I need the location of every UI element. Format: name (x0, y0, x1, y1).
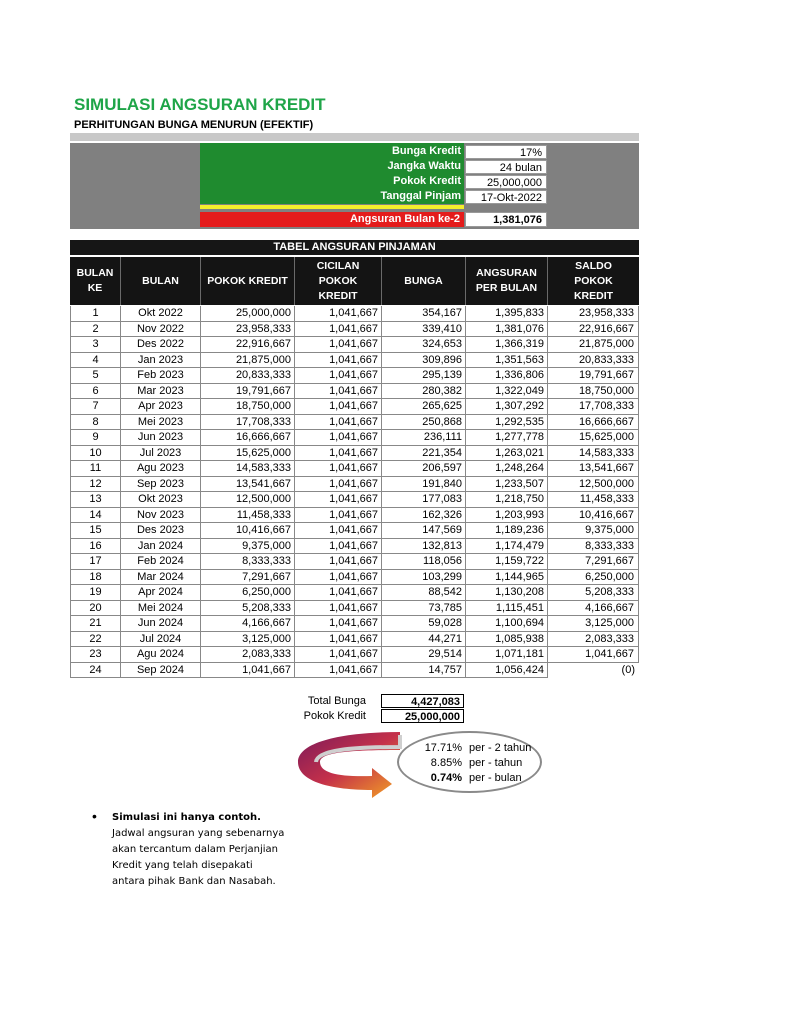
table-cell: Agu 2023 (121, 461, 201, 477)
table-cell: 24 (70, 663, 121, 679)
table-row (70, 585, 639, 601)
table-cell: Sep 2024 (121, 663, 201, 679)
header-cicilan: CICILAN POKOK KREDIT (295, 257, 382, 305)
table-cell: 4,166,667 (548, 601, 639, 617)
table-cell: 1,056,424 (466, 663, 548, 679)
table-cell: 221,354 (382, 446, 466, 462)
note-line: antara pihak Bank dan Nasabah. (112, 876, 276, 887)
table-cell: 21,875,000 (201, 353, 295, 369)
table-cell: 1,041,667 (295, 353, 382, 369)
table-cell: Okt 2022 (121, 306, 201, 322)
table-cell: 18,750,000 (201, 399, 295, 415)
table-cell: 17,708,333 (548, 399, 639, 415)
pokok-kredit-value: 25,000,000 (381, 709, 464, 723)
table-cell: 11,458,333 (548, 492, 639, 508)
table-cell: 22,916,667 (201, 337, 295, 353)
page-subtitle: PERHITUNGAN BUNGA MENURUN (EFEKTIF) (74, 119, 314, 131)
table-cell: Jan 2023 (121, 353, 201, 369)
table-row (70, 415, 639, 431)
table-cell: 1,263,021 (466, 446, 548, 462)
table-cell: Feb 2024 (121, 554, 201, 570)
table-cell: Jul 2024 (121, 632, 201, 648)
table-cell: 147,569 (382, 523, 466, 539)
table-cell: 2,083,333 (548, 632, 639, 648)
table-cell: 1,041,667 (295, 446, 382, 462)
param-label-tanggal: Tanggal Pinjam (380, 190, 461, 202)
table-cell: 73,785 (382, 601, 466, 617)
table-cell: 132,813 (382, 539, 466, 555)
table-cell: 1,041,667 (295, 647, 382, 663)
table-cell: 1,041,667 (295, 601, 382, 617)
table-title: TABEL ANGSURAN PINJAMAN (70, 240, 639, 255)
table-cell: 1,041,667 (295, 632, 382, 648)
table-cell: 1,041,667 (295, 322, 382, 338)
table-cell: 16,666,667 (548, 415, 639, 431)
param-label-jangka: Jangka Waktu (387, 160, 461, 172)
table-cell: 1,277,778 (466, 430, 548, 446)
table-cell: 14,583,333 (201, 461, 295, 477)
header-bulan-ke: BULAN KE (70, 257, 121, 305)
header-angsuran: ANGSURAN PER BULAN (466, 257, 548, 305)
table-cell: 1,189,236 (466, 523, 548, 539)
table-cell: 1,381,076 (466, 322, 548, 338)
table-cell: 354,167 (382, 306, 466, 322)
total-bunga-value: 4,427,083 (381, 694, 464, 708)
table-cell: Jan 2024 (121, 539, 201, 555)
table-row (70, 430, 639, 446)
rate-value: 0.74% (430, 772, 462, 784)
param-value-tanggal[interactable]: 17-Okt-2022 (465, 190, 547, 204)
table-cell: 250,868 (382, 415, 466, 431)
table-cell: Nov 2022 (121, 322, 201, 338)
table-cell: Nov 2023 (121, 508, 201, 524)
table-cell: 20,833,333 (201, 368, 295, 384)
table-cell: 8,333,333 (548, 539, 639, 555)
table-cell: 20,833,333 (548, 353, 639, 369)
table-cell: 206,597 (382, 461, 466, 477)
table-cell: 4,166,667 (201, 616, 295, 632)
table-cell: 324,653 (382, 337, 466, 353)
table-cell: 20 (70, 601, 121, 617)
param-value-bunga[interactable]: 17% (465, 145, 547, 159)
rate-value: 8.85% (430, 757, 462, 769)
table-cell: 162,326 (382, 508, 466, 524)
table-row (70, 632, 639, 648)
yellow-divider (200, 205, 464, 209)
table-row (70, 477, 639, 493)
table-row (70, 647, 639, 663)
table-cell: 12,500,000 (548, 477, 639, 493)
table-cell: 18 (70, 570, 121, 586)
table-cell: 2,083,333 (201, 647, 295, 663)
table-cell: 17,708,333 (201, 415, 295, 431)
table-cell: 1,115,451 (466, 601, 548, 617)
table-cell: 177,083 (382, 492, 466, 508)
table-cell: 280,382 (382, 384, 466, 400)
table-cell: 1,041,667 (548, 647, 639, 663)
table-cell: 4 (70, 353, 121, 369)
table-cell: 21,875,000 (548, 337, 639, 353)
table-cell: Feb 2023 (121, 368, 201, 384)
param-value-jangka[interactable]: 24 bulan (465, 160, 547, 174)
table-cell: 5,208,333 (201, 601, 295, 617)
table-row (70, 306, 639, 322)
note-heading: Simulasi ini hanya contoh. (112, 812, 261, 823)
table-cell: Mar 2023 (121, 384, 201, 400)
table-cell: 295,139 (382, 368, 466, 384)
table-cell: 17 (70, 554, 121, 570)
table-cell: 1,041,667 (295, 554, 382, 570)
pokok-kredit-label: Pokok Kredit (303, 710, 366, 722)
highlight-value: 1,381,076 (465, 212, 547, 227)
header-bunga: BUNGA (382, 257, 466, 305)
table-cell: 23,958,333 (201, 322, 295, 338)
table-cell: 118,056 (382, 554, 466, 570)
table-cell: 1,041,667 (295, 368, 382, 384)
total-bunga-label: Total Bunga (307, 695, 366, 707)
table-cell: 1,041,667 (295, 306, 382, 322)
table-cell: Jun 2023 (121, 430, 201, 446)
table-cell: 7 (70, 399, 121, 415)
table-cell: 22 (70, 632, 121, 648)
table-cell: 15,625,000 (548, 430, 639, 446)
table-cell: 1,041,667 (295, 492, 382, 508)
table-cell: 1,366,319 (466, 337, 548, 353)
table-cell: 1,144,965 (466, 570, 548, 586)
table-cell: 1,233,507 (466, 477, 548, 493)
table-row (70, 322, 639, 338)
table-cell: 14 (70, 508, 121, 524)
disclaimer-note (112, 810, 284, 890)
table-cell: 15,625,000 (201, 446, 295, 462)
param-label-pokok: Pokok Kredit (393, 175, 461, 187)
table-cell: 8 (70, 415, 121, 431)
table-row (70, 492, 639, 508)
table-cell: 6 (70, 384, 121, 400)
table-header-row (70, 257, 639, 305)
rate-ellipse (397, 731, 542, 793)
table-cell: 10,416,667 (548, 508, 639, 524)
table-cell: 18,750,000 (548, 384, 639, 400)
table-row (70, 570, 639, 586)
table-row (70, 446, 639, 462)
table-cell: Jul 2023 (121, 446, 201, 462)
table-row (70, 539, 639, 555)
table-cell: 10,416,667 (201, 523, 295, 539)
table-cell: 9,375,000 (201, 539, 295, 555)
table-cell: 1,395,833 (466, 306, 548, 322)
table-cell: 21 (70, 616, 121, 632)
table-cell: 9 (70, 430, 121, 446)
table-cell: 1,041,667 (295, 384, 382, 400)
table-cell: 8,333,333 (201, 554, 295, 570)
rate-value: 17.71% (424, 742, 462, 754)
table-cell: Jun 2024 (121, 616, 201, 632)
note-line: akan tercantum dalam Perjanjian (112, 844, 279, 855)
table-cell: 15 (70, 523, 121, 539)
table-cell: 1,336,806 (466, 368, 548, 384)
table-cell: 1,041,667 (295, 585, 382, 601)
table-cell: 3 (70, 337, 121, 353)
header-saldo: SALDO POKOK KREDIT (573, 259, 614, 302)
table-cell: 7,291,667 (548, 554, 639, 570)
table-cell: 6,250,000 (201, 585, 295, 601)
table-cell: 59,028 (382, 616, 466, 632)
table-cell: 236,111 (382, 430, 466, 446)
table-row (70, 337, 639, 353)
table-cell: 19,791,667 (201, 384, 295, 400)
note-line: Jadwal angsuran yang sebenarnya (112, 828, 285, 839)
table-cell: Mar 2024 (121, 570, 201, 586)
table-cell: Mei 2023 (121, 415, 201, 431)
table-cell: 5 (70, 368, 121, 384)
table-cell: 1,041,667 (295, 415, 382, 431)
table-cell: Des 2023 (121, 523, 201, 539)
rate-text: per - bulan (469, 772, 522, 784)
table-cell: 2 (70, 322, 121, 338)
header-bulan: BULAN (121, 257, 201, 305)
table-row (70, 384, 639, 400)
table-row (70, 399, 639, 415)
table-cell: Mei 2024 (121, 601, 201, 617)
table-cell: 1,041,667 (295, 399, 382, 415)
table-cell: 13 (70, 492, 121, 508)
table-cell: 309,896 (382, 353, 466, 369)
table-cell: (0) (621, 663, 635, 676)
table-cell: 1,041,667 (295, 461, 382, 477)
table-row (70, 461, 639, 477)
table-cell: 1,307,292 (466, 399, 548, 415)
note-line: Kredit yang telah disepakati (112, 860, 253, 871)
table-cell: 191,840 (382, 477, 466, 493)
table-cell: 7,291,667 (201, 570, 295, 586)
table-cell: 103,299 (382, 570, 466, 586)
table-cell: Apr 2024 (121, 585, 201, 601)
table-cell: 1,041,667 (201, 663, 295, 679)
table-row (70, 663, 639, 679)
table-cell: 11 (70, 461, 121, 477)
table-cell: 1,041,667 (295, 477, 382, 493)
table-cell: 1,041,667 (295, 337, 382, 353)
table-cell: 1,351,563 (466, 353, 548, 369)
table-cell: 29,514 (382, 647, 466, 663)
table-cell: 1 (70, 306, 121, 322)
header-divider (70, 133, 639, 141)
table-cell: 12 (70, 477, 121, 493)
table-cell: Okt 2023 (121, 492, 201, 508)
table-cell: 16,666,667 (201, 430, 295, 446)
table-cell: 19,791,667 (548, 368, 639, 384)
table-cell: 9,375,000 (548, 523, 639, 539)
table-cell: 1,041,667 (295, 430, 382, 446)
table-cell: 25,000,000 (201, 306, 295, 322)
table-cell: 1,041,667 (295, 539, 382, 555)
table-cell: 44,271 (382, 632, 466, 648)
table-row (70, 353, 639, 369)
table-cell: 10 (70, 446, 121, 462)
table-cell: 13,541,667 (548, 461, 639, 477)
table-cell: 19 (70, 585, 121, 601)
header-pokok-kredit: POKOK KREDIT (201, 257, 295, 305)
table-row (70, 508, 639, 524)
table-cell: 1,130,208 (466, 585, 548, 601)
table-cell: 1,071,181 (466, 647, 548, 663)
param-value-pokok[interactable]: 25,000,000 (465, 175, 547, 189)
table-row (70, 368, 639, 384)
table-cell: Agu 2024 (121, 647, 201, 663)
table-cell: 1,041,667 (295, 570, 382, 586)
table-cell: 1,174,479 (466, 539, 548, 555)
table-cell: 1,203,993 (466, 508, 548, 524)
table-cell: 3,125,000 (548, 616, 639, 632)
table-cell: 1,041,667 (295, 616, 382, 632)
table-cell: 88,542 (382, 585, 466, 601)
table-cell: 16 (70, 539, 121, 555)
table-cell: 1,292,535 (466, 415, 548, 431)
table-row (70, 554, 639, 570)
table-cell: 5,208,333 (548, 585, 639, 601)
table-cell: 265,625 (382, 399, 466, 415)
table-cell: 22,916,667 (548, 322, 639, 338)
table-row (70, 616, 639, 632)
table-cell: 12,500,000 (201, 492, 295, 508)
table-cell: 6,250,000 (548, 570, 639, 586)
table-cell: 11,458,333 (201, 508, 295, 524)
table-cell: 1,218,750 (466, 492, 548, 508)
table-cell: Des 2022 (121, 337, 201, 353)
table-cell: 1,041,667 (295, 523, 382, 539)
table-cell: 1,041,667 (295, 508, 382, 524)
page-title: SIMULASI ANGSURAN KREDIT (74, 95, 326, 114)
highlight-label: Angsuran Bulan ke-2 (349, 213, 460, 225)
table-cell: 1,041,667 (295, 663, 382, 679)
table-row (70, 601, 639, 617)
table-cell: 339,410 (382, 322, 466, 338)
table-cell: Apr 2023 (121, 399, 201, 415)
table-cell: 13,541,667 (201, 477, 295, 493)
bullet-icon: • (92, 808, 97, 824)
rate-text: per - 2 tahun (469, 742, 532, 754)
table-cell: 3,125,000 (201, 632, 295, 648)
table-cell: 14,757 (382, 663, 466, 679)
table-cell: 1,159,722 (466, 554, 548, 570)
curved-arrow-icon (292, 722, 402, 800)
table-cell: 1,248,264 (466, 461, 548, 477)
table-row (70, 523, 639, 539)
table-cell: Sep 2023 (121, 477, 201, 493)
table-cell: 14,583,333 (548, 446, 639, 462)
rate-text: per - tahun (469, 757, 523, 769)
table-cell: 23 (70, 647, 121, 663)
param-label-bunga: Bunga Kredit (391, 145, 461, 157)
table-cell: 1,100,694 (466, 616, 548, 632)
table-cell: 1,085,938 (466, 632, 548, 648)
table-cell: 23,958,333 (548, 306, 639, 322)
table-body (70, 306, 639, 678)
table-cell: 1,322,049 (466, 384, 548, 400)
